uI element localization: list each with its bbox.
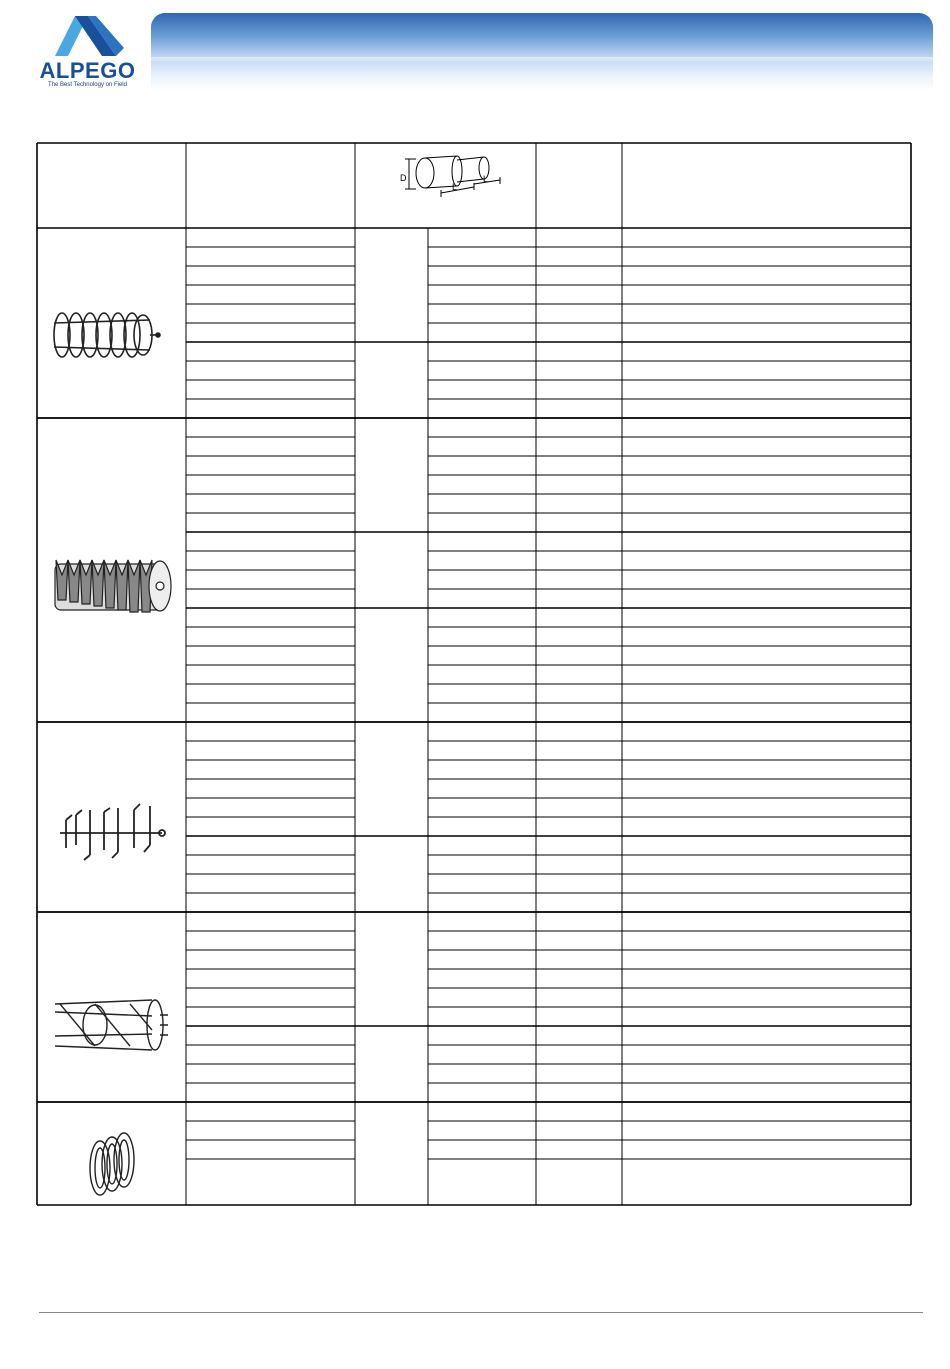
cage-roller-icon [54,313,160,357]
length-label-1: L [452,182,458,192]
footer-divider [39,1312,923,1313]
tine-rotor-icon [60,804,165,860]
brand-tagline: The Best Technology on Field [48,82,127,88]
brand-name: ALPEGO [39,58,136,83]
packer-roller-icon [55,560,171,612]
diameter-label: D [400,173,407,183]
ring-roller-icon [90,1133,134,1195]
crumbler-roller-icon [55,1000,168,1050]
length-label-2: L [483,174,489,184]
table-grid [37,143,911,1205]
dimension-diagram [400,156,500,197]
